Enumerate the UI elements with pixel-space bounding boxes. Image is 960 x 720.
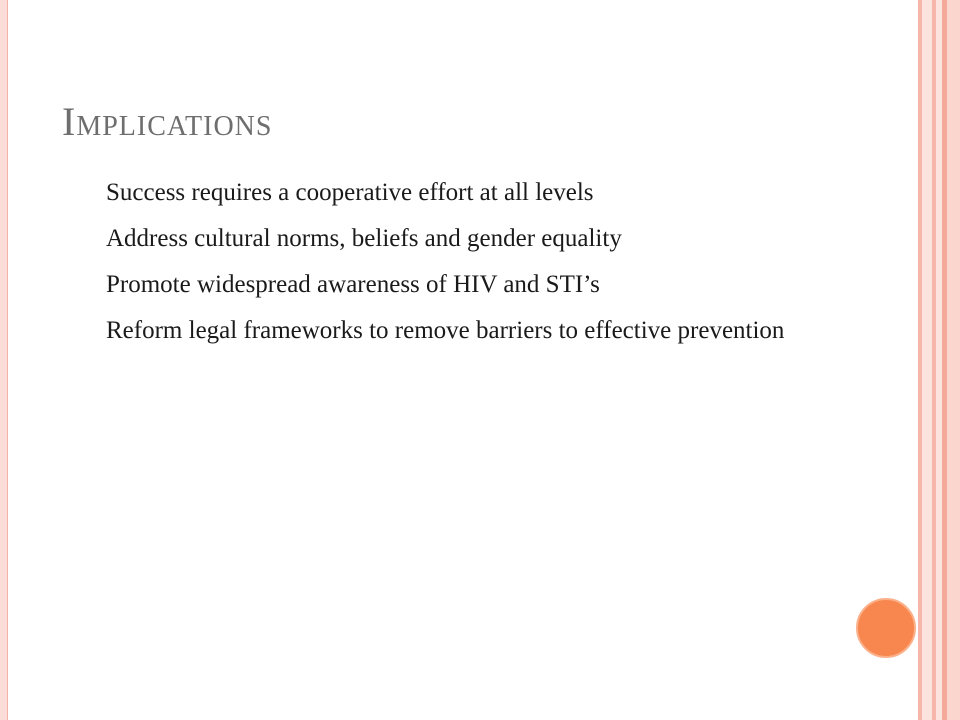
stripe (947, 0, 960, 720)
right-stripe-decoration (918, 0, 960, 720)
bullet-list (106, 176, 846, 360)
bullet-item: Success requires a cooperative effort at all levels (106, 179, 594, 206)
left-border-decoration (0, 0, 8, 720)
bullet-item: Address cultural norms, beliefs and gender equality (106, 225, 622, 252)
slide-title: Implications (62, 99, 273, 144)
stripe (922, 0, 932, 720)
orange-circle-decoration (856, 598, 916, 658)
bullet-item: Promote widespread awareness of HIV and STI’s (106, 271, 600, 298)
bullet-item: Reform legal frameworks to remove barriers to effective prevention (106, 317, 785, 344)
